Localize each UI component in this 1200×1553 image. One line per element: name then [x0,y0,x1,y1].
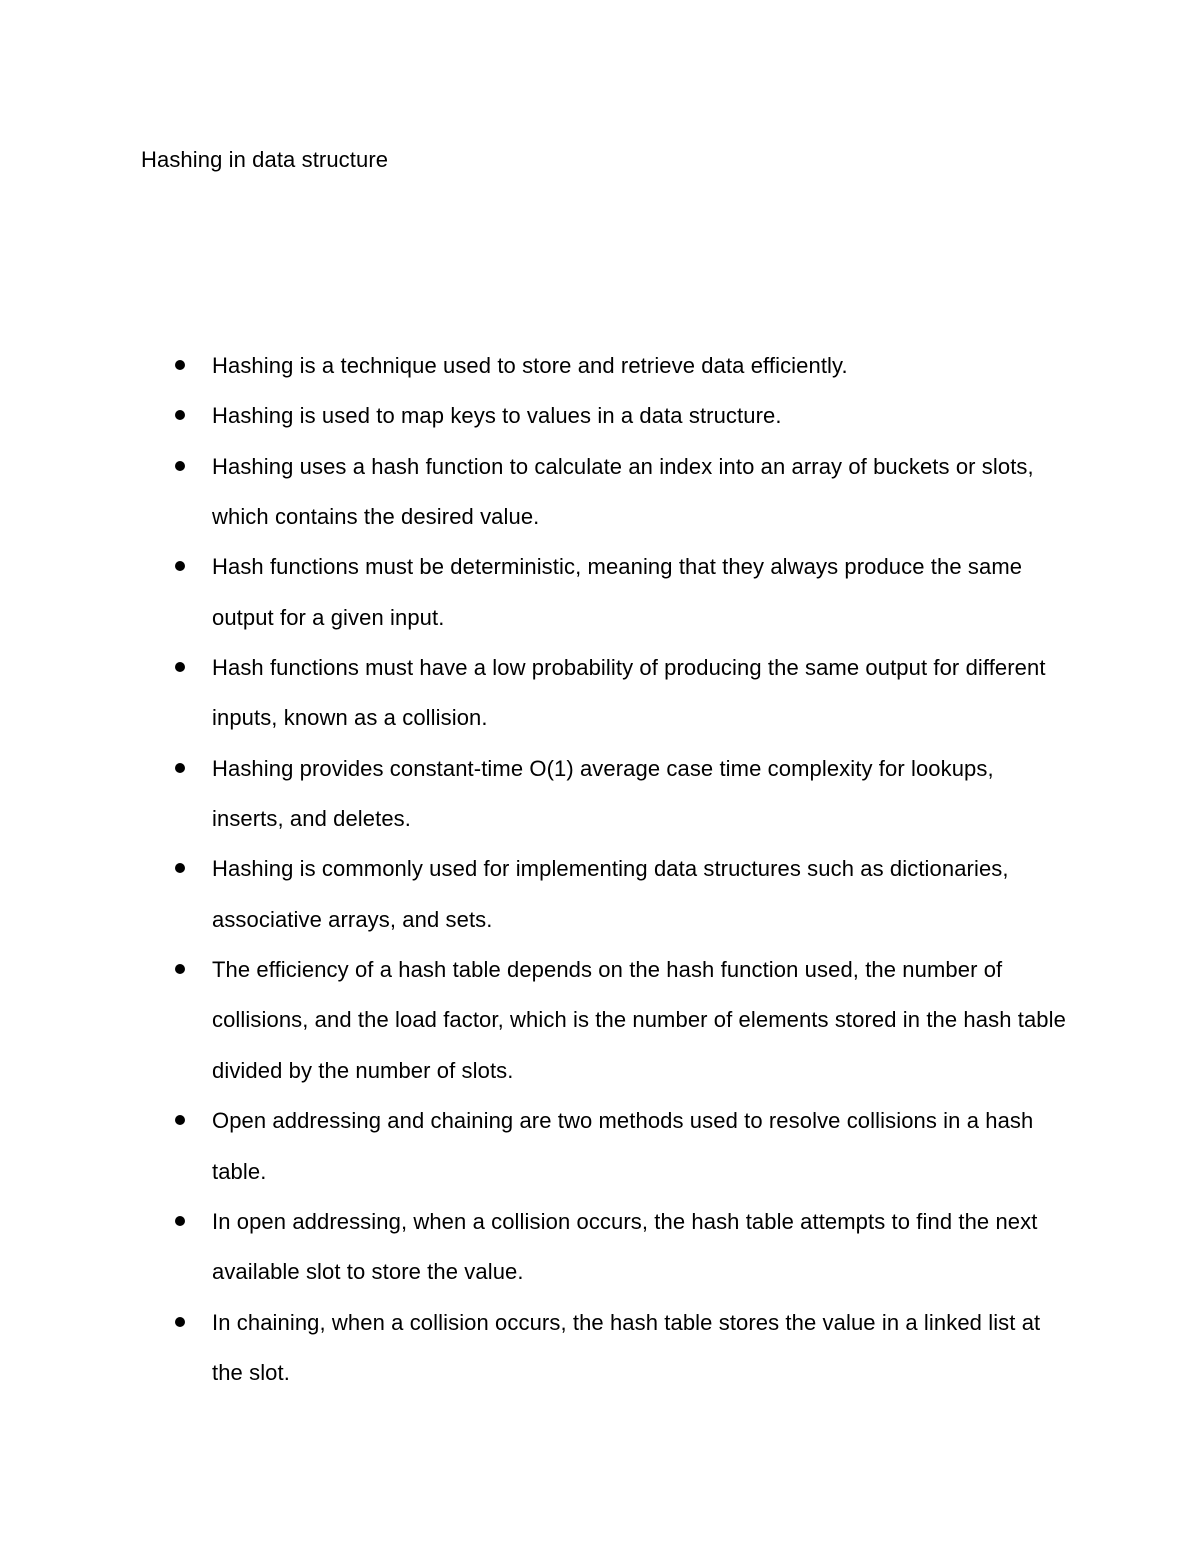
list-item [0,844,1067,945]
list-item-text: Open addressing and chaining are two methods used to resolve collisions in a hash table. [212,1108,1034,1184]
list-item-text: Hashing provides constant-time O(1) average case time complexity for lookups, inserts, and deletes. [212,755,994,832]
bullet-icon [175,461,185,471]
list-item-text: In chaining, when a collision occurs, the hash table stores the value in a linked list at the slot. [212,1309,1041,1385]
list-item [0,542,1067,643]
bullet-icon [175,561,185,571]
list-item-text: Hash functions must be deterministic, meaning that they always produce the same output for a given input. [212,554,1023,630]
bullet-list [0,341,1200,1398]
bullet-icon [175,964,185,974]
bullet-icon [175,662,185,672]
list-item [0,1298,1067,1399]
bullet-icon [175,410,185,420]
bullet-icon [175,863,185,873]
list-item [0,643,1067,744]
list-item-text: Hashing is used to map keys to values in a data structure. [212,403,782,429]
list-item-text: Hash functions must have a low probability of producing the same output for different inputs, known as a collision. [212,655,1046,731]
list-item-text: In open addressing, when a collision occurs, the hash table attempts to find the next available slot to store the value. [212,1208,1038,1285]
list-item [0,391,1067,441]
bullet-icon [175,763,185,773]
list-item [0,1096,1067,1197]
document-title: Hashing in data structure [141,147,389,172]
list-item [0,1197,1067,1298]
list-item [0,945,1067,1096]
list-item [0,442,1067,543]
list-item [0,744,1067,845]
list-item-text: Hashing is a technique used to store and retrieve data efficiently. [212,353,848,378]
bullet-icon [175,1317,185,1327]
list-item-text: Hashing uses a hash function to calculate an index into an array of buckets or slots, which contains the desired value. [212,453,1034,530]
list-item-text: Hashing is commonly used for implementing data structures such as dictionaries, associative arrays, and sets. [212,856,1009,932]
bullet-icon [175,1115,185,1125]
bullet-icon [175,360,185,370]
list-item [0,341,1067,391]
bullet-icon [175,1216,185,1226]
list-item-text: The efficiency of a hash table depends on the hash function used, the number of collisions, and the load factor, which is the number of elements stored in the hash table divided by the number of slots. [212,957,1066,1083]
